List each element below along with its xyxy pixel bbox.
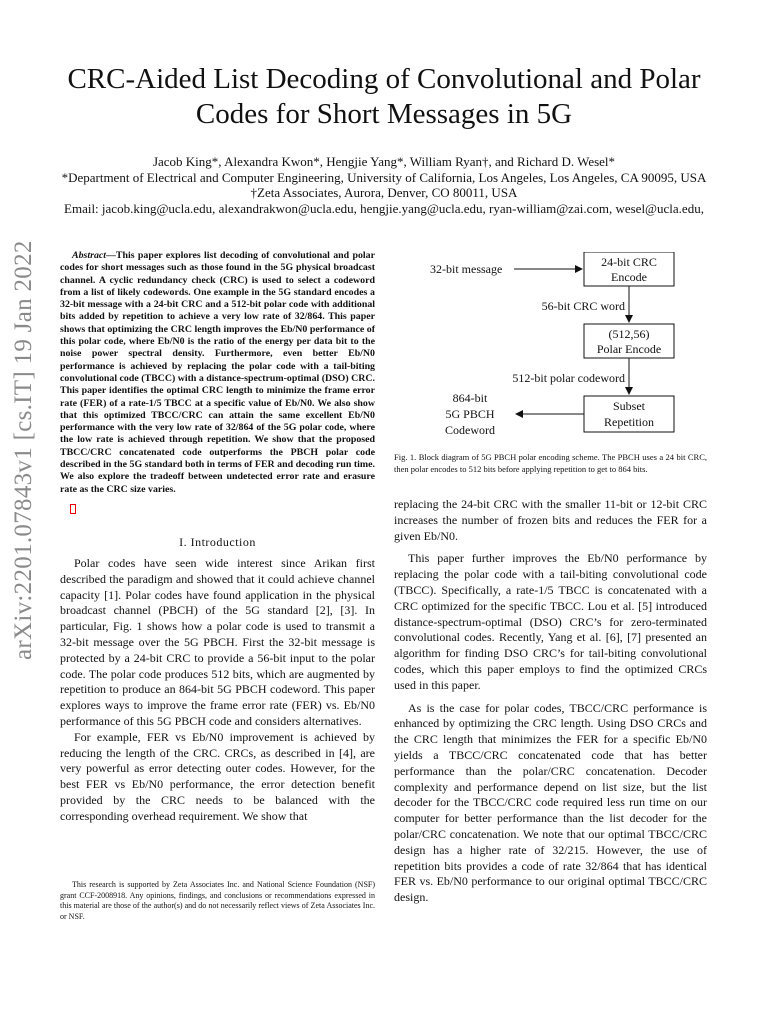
right-paragraph-2: This paper further improves the Eb/N0 performance by replacing the polar code with a tail-biting convolutional code (TBCC). Specifically, a rate-1/5 TBCC is concatenated with a CRC optimized for the specific TBCC. Lou et al. [5] introduced distance-spectrum-optimal (DSO) CRC’s for zero-terminated convolutional codes. Recently, Yang et al. [6], [7] presented an algorithm for finding DSO CRC’s for tail-biting convolutional codes, which this paper employs to find the optimized CRCs used in this paper. bbox=[394, 551, 707, 692]
right-paragraph-1: replacing the 24-bit CRC with the smaller 11-bit or 12-bit CRC increases the number of frozen bits and reduces the FER for a given Eb/N0. bbox=[394, 497, 707, 543]
paper-title: CRC-Aided List Decoding of Convolutional and Polar Codes for Short Messages in 5G bbox=[67, 63, 701, 130]
link-marker[interactable] bbox=[60, 496, 375, 519]
fig1-output-line1: 864-bit bbox=[452, 391, 488, 405]
author-names: Jacob King*, Alexandra Kwon*, Hengjie Yang*, William Ryan†, and Richard D. Wesel* bbox=[152, 154, 616, 169]
fig1-box1-line1: 24-bit CRC bbox=[601, 255, 657, 269]
abstract bbox=[60, 250, 375, 496]
intro-paragraph-2: For example, FER vs Eb/N0 improvement is achieved by reducing the length of the CRC. CRCs, as described in [4], are very powerful as error detecting outer codes. However, for the best FER vs Eb/N0 performance, the error detection benefit provided by the CRC needs to be balanced with the corresponding overhead requirement. We show that bbox=[60, 729, 375, 823]
fig1-box3-line1: Subset bbox=[612, 399, 646, 413]
fig1-output-line2: 5G PBCH bbox=[445, 407, 495, 421]
abstract-lead: Abstract bbox=[72, 250, 107, 261]
fig1-box2-line2: Polar Encode bbox=[596, 342, 662, 356]
figure-1-block-diagram bbox=[394, 252, 707, 452]
fig1-arrow2-label: 512-bit polar codeword bbox=[512, 371, 625, 385]
arxiv-watermark: arXiv:2201.07843v1 [cs.IT] 19 Jan 2022 bbox=[10, 240, 37, 660]
intro-paragraph-1: Polar codes have seen wide interest since Arikan first described the paradigm and showed that it could achieve channel capacity [1]. Polar codes have found application in the physical broadcast channel (PBCH) of the 5G standard [2], [3]. In particular, Fig. 1 shows how a polar code is used to transmit a 32-bit message over the 5G PBCH. First the 32-bit message is protected by a 24-bit CRC to provide a 56-bit input to the polar code. The polar code produces 512 bits, which are augmented by repetition to produce an 864-bit 5G PBCH codeword. This paper explores ways to improve the frame error rate (FER) vs. Eb/N0 performance of this 5G PBCH code and considers alternatives. bbox=[60, 555, 375, 728]
right-paragraph-3: As is the case for polar codes, TBCC/CRC performance is enhanced by optimizing the CRC length. Using DSO CRCs and the CRC length that minimizes the FER for a specific Eb/N0 yields a TBCC/CRC concatenated code that has better performance than the polar/CRC concatenation. Decoder complexity and performance depend on list size, but the list decoder for the TBCC/CRC code required less run time on our computer for better performance than the list decoder for the polar/CRC concatenation. We note that our optimal TBCC/CRC design has a higher rate of 32/215. However, the use of repetition bits provides a code of rate 32/864 that has identical FER vs. Eb/N0 performance to our original optimal TBCC/CRC design. bbox=[394, 700, 707, 905]
figure-1-caption: Fig. 1. Block diagram of 5G PBCH polar encoding scheme. The PBCH uses a 24 bit CRC, then polar encodes to 512 bits before applying repetition to get to 864 bits. bbox=[394, 452, 707, 474]
affiliation-ucla: *Department of Electrical and Computer Engineering, University of California, Los Angeles, Los Angeles, CA 90095, USA bbox=[61, 169, 707, 185]
fig1-box3-line2: Repetition bbox=[604, 415, 654, 429]
section-heading-introduction: I. Introduction bbox=[179, 534, 256, 549]
left-column bbox=[60, 250, 375, 824]
fig1-box2-line1: (512,56) bbox=[608, 327, 650, 341]
fig1-input-label: 32-bit message bbox=[430, 262, 503, 276]
abstract-text: —This paper explores list decoding of convolutional and polar codes for short messages such as those found in the 5G physical broadcast channel. A cyclic redundancy check (CRC) is used to select a codeword from a list of likely codewords. One example in the 5G standard encodes a 32-bit message with a 24-bit CRC and a 512-bit polar code with additional bits added by repetition to achieve a very low rate of 32/864. This paper shows that optimizing the CRC length improves the Eb/N0 performance of this polar code, where Eb/N0 is the ratio of the energy per data bit to the noise power spectral density. Furthermore, even better Eb/N0 performance is achieved by replacing the polar code with a tail-biting convolutional code (TBCC) with a distance-spectrum-optimal (DSO) CRC. This paper identifies the optimal CRC length to minimize the frame error rate (FER) of a rate-1/5 TBCC at a specific value of Eb/N0. We also show that this optimized TBCC/CRC can attain the same excellent Eb/N0 performance with the very low rate of 32/864 of the 5G polar code, where the low rate is achieved through repetition. We show that the proposed TBCC/CRC concatenated code outperforms the PBCH polar code described in the 5G standard both in terms of FER and decoding run time. We also explore the tradeoff between undetected error rate and erasure rate as the CRC size varies. bbox=[60, 250, 375, 495]
affiliation-zeta: †Zeta Associates, Aurora, Denver, CO 80011, USA bbox=[250, 185, 518, 200]
red-link-box bbox=[70, 504, 76, 514]
fig1-box1-line2: Encode bbox=[611, 270, 647, 284]
fig1-output-line3: Codeword bbox=[445, 423, 495, 437]
author-block bbox=[20, 154, 748, 216]
author-emails: Email: jacob.king@ucla.edu, alexandrakwon@ucla.edu, hengjie.yang@ucla.edu, ryan-william@zai.com, wesel@ucla.edu, bbox=[64, 200, 704, 216]
footnote: This research is supported by Zeta Associates Inc. and National Science Foundation (NSF) grant CCF-2008918. Any opinions, findings, and conclusions or recommendations expressed in this material are those of the author(s) and do not necessarily reflect views of Zeta Associates Inc. or NSF. bbox=[60, 880, 375, 921]
right-column bbox=[394, 252, 707, 906]
fig1-arrow1-label: 56-bit CRC word bbox=[541, 299, 625, 313]
